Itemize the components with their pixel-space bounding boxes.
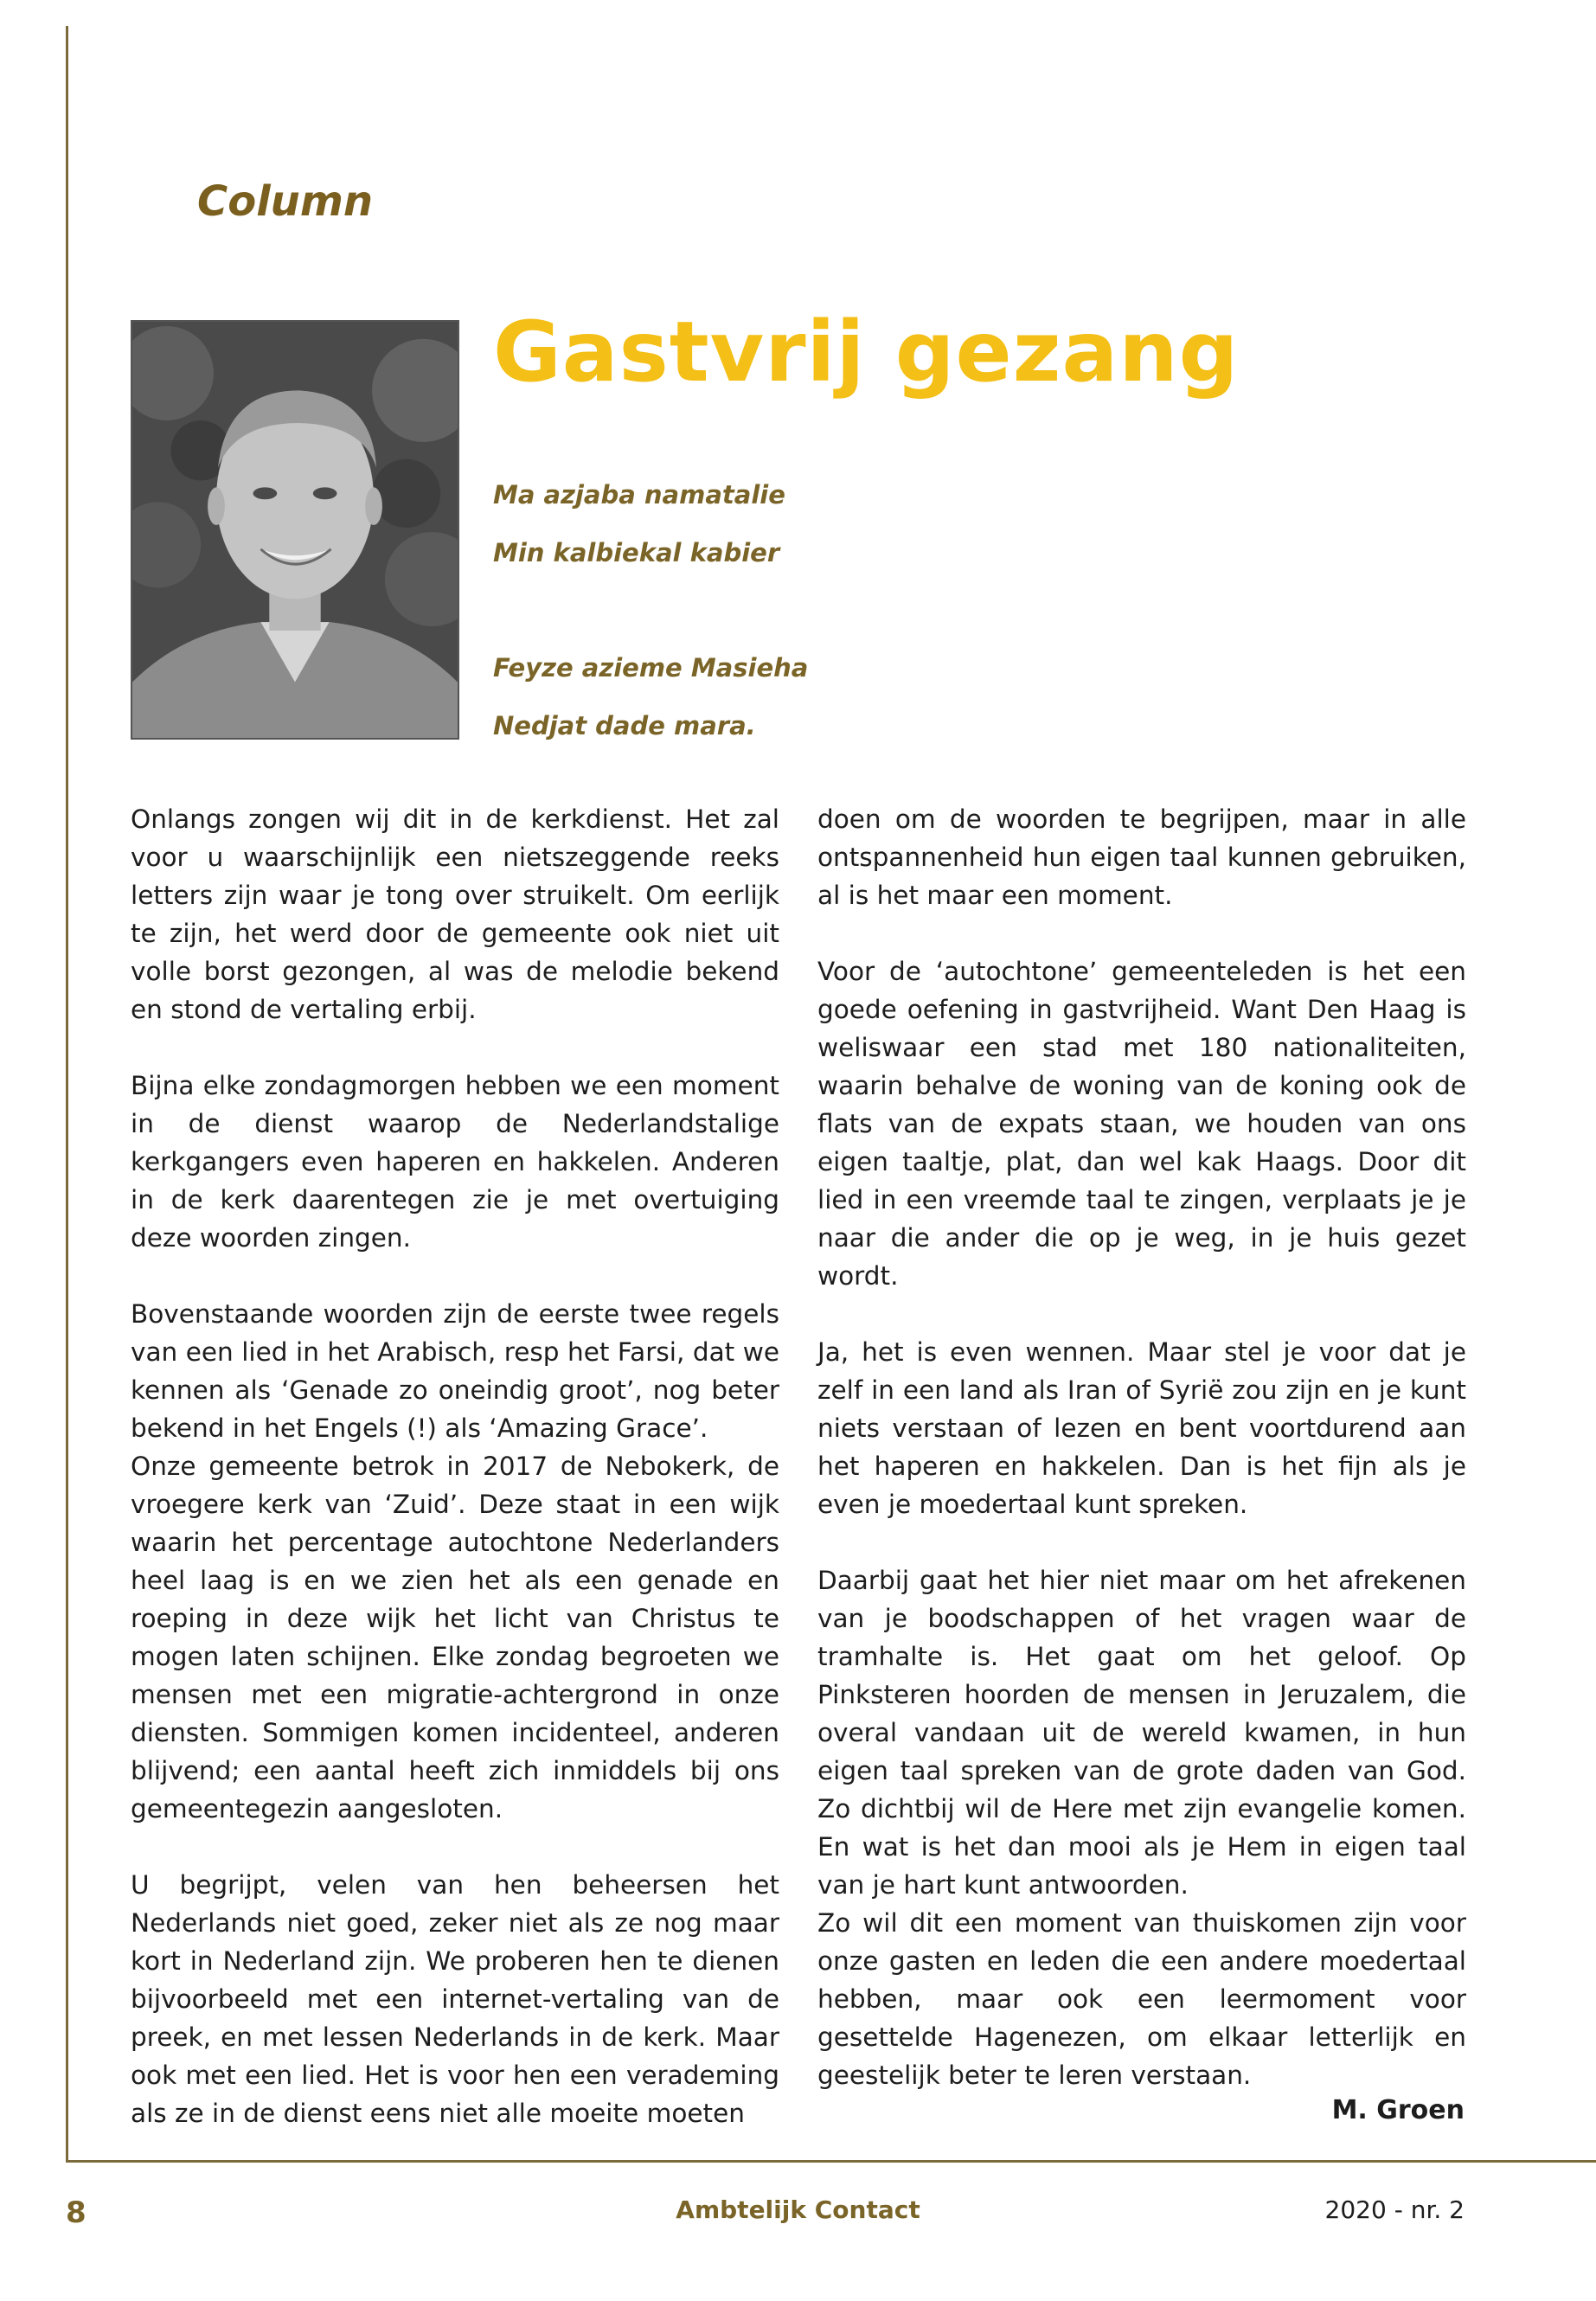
issue-number: 2020 - nr. 2 xyxy=(1324,2195,1465,2224)
article-title: Gastvrij gezang xyxy=(493,304,1240,401)
left-text-column xyxy=(131,800,779,2132)
paragraph: Onlangs zongen wij dit in de kerkdienst. Het zal voor u waarschijnlijk een nietszeggende reeks letters zijn waar je tong over struikelt. Om eerlijk te zijn, het werd door de gemeente ook niet uit volle borst gezongen, al was de melodie bekend en stond de vertaling erbij. xyxy=(131,804,779,1024)
verse-line: Nedjat dade mara. xyxy=(493,711,756,740)
paragraph: Onze gemeente betrok in 2017 de Nebokerk, de vroegere kerk van ‘Zuid’. Deze staat in een wijk waarin het percentage autochtone Nederlanders heel laag is en we zien het als een genade en roeping in deze wijk het licht van Christus te mogen laten schijnen. Elke zondag begroeten we mensen met een migratie-achtergrond in onze diensten. Sommigen komen incidenteel, anderen blijvend; een aantal heeft zich inmiddels bij ons gemeentegezin aangesloten. xyxy=(131,1452,779,1823)
paragraph: Voor de ‘autochtone’ gemeenteleden is het een goede oefening in gastvrijheid. Want Den Haag is weliswaar een stad met 180 nationaliteiten, waarin behalve de woning van de koning ook de flats van de expats staan, we houden van ons eigen taaltje, plat, dan wel kak Haags. Door dit lied in een vreemde taal te zingen, verplaats je je naar die ander die op je weg, in je huis gezet wordt. xyxy=(817,957,1466,1291)
publication-name: Ambtelijk Contact xyxy=(676,2195,920,2224)
paragraph: Zo wil dit een moment van thuiskomen zijn voor onze gasten en leden die een andere moedertaal hebben, maar ook een leermoment voor gesettelde Hagenezen, om elkaar letterlijk en geestelijk beter te leren verstaan. xyxy=(817,1908,1466,2090)
portrait-photo xyxy=(131,320,459,740)
section-label: Column xyxy=(197,177,374,226)
author-signature: M. Groen xyxy=(1331,2095,1465,2125)
right-text-column xyxy=(817,800,1466,2094)
paragraph: doen om de woorden te begrijpen, maar in alle ontspannenheid hun eigen taal kunnen gebruiken, al is het maar een moment. xyxy=(817,804,1466,910)
verse-line: Feyze azieme Masieha xyxy=(493,653,809,683)
paragraph: Daarbij gaat het hier niet maar om het afrekenen van je boodschappen of het vragen waar de tramhalte is. Het gaat om het geloof. Op Pinksteren hoorden de mensen in Jeruzalem, die overal vandaan uit de wereld kwamen, in hun eigen taal spreken van de grote daden van God. Zo dichtbij wil de Here met zijn evangelie komen. En wat is het dan mooi als je Hem in eigen taal van je hart kunt antwoorden. xyxy=(817,1566,1466,1900)
paragraph: Bovenstaande woorden zijn de eerste twee regels van een lied in het Arabisch, resp het Farsi, dat we kennen als ‘Genade zo oneindig groot’, nog beter bekend in het Engels (!) als ‘Amazing Grace’. xyxy=(131,1299,779,1443)
verse-line: Ma azjaba namatalie xyxy=(493,480,785,510)
paragraph: U begrijpt, velen van hen beheersen het Nederlands niet goed, zeker niet als ze nog maar kort in Nederland zijn. We proberen hen te dienen bijvoorbeeld met een internet-vertaling van de preek, en met lessen Nederlands in de kerk. Maar ook met een lied. Het is voor hen een verademing als ze in de dienst eens niet alle moeite moeten xyxy=(131,1870,779,2128)
page-number: 8 xyxy=(66,2195,87,2230)
portrait-icon xyxy=(132,322,458,738)
left-border-rule xyxy=(66,26,68,2163)
paragraph: Ja, het is even wennen. Maar stel je voor dat je zelf in een land als Iran of Syrië zou zijn en je kunt niets verstaan of lezen en bent voortdurend aan het haperen en hakkelen. Dan is het fijn als je even je moedertaal kunt spreken. xyxy=(817,1337,1466,1519)
verse-line: Min kalbiekal kabier xyxy=(493,538,780,567)
footer-rule xyxy=(66,2160,1596,2163)
paragraph: Bijna elke zondagmorgen hebben we een moment in de dienst waarop de Nederlandstalige kerkgangers even haperen en hakkelen. Anderen in de kerk daarentegen zie je met overtuiging deze woorden zingen. xyxy=(131,1071,779,1253)
